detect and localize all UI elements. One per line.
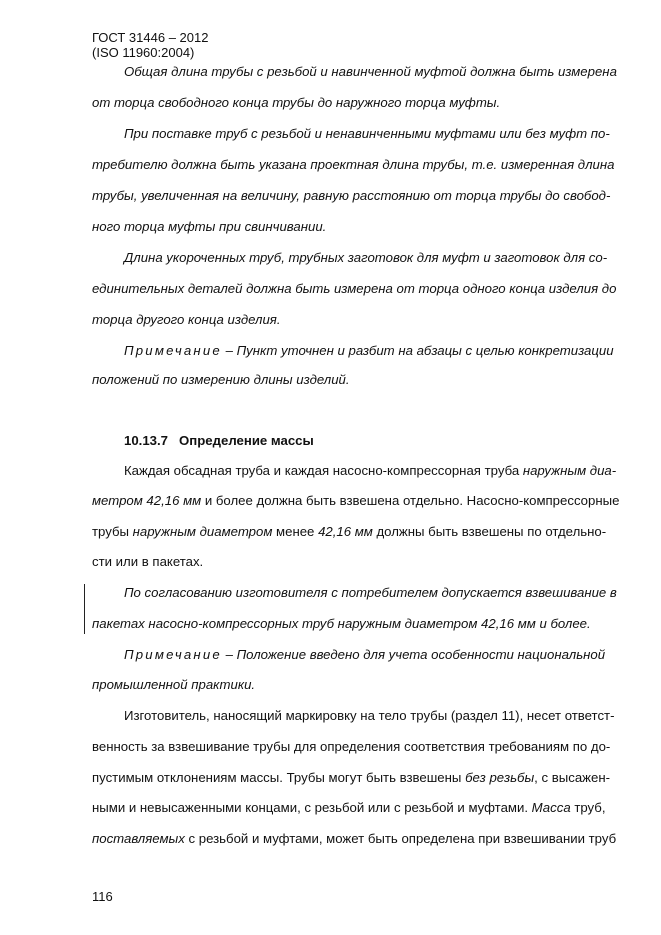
p6-text: труб, — [570, 800, 606, 815]
p4-text: трубы — [92, 524, 133, 539]
p4-text: Каждая обсадная труба и каждая насосно-компрессорная труба — [124, 463, 523, 478]
p6-line1: Изготовитель, наносящий маркировку на тело трубы (раздел 11), несет ответст- — [124, 708, 615, 723]
p2-line3: трубы, увеличенная на величину, равную расстоянию от торца трубы до свобод- — [92, 188, 611, 203]
note1-line2: положений по измерению длины изделий. — [92, 372, 350, 387]
p4-italic: метром 42,16 мм — [92, 493, 202, 508]
p6-text: с резьбой и муфтами, может быть определена при взвешивании труб — [184, 831, 617, 846]
p4-line3 — [92, 524, 606, 540]
header-iso: (ISO 11960:2004) — [92, 45, 195, 60]
p4-italic: наружным диа- — [522, 463, 617, 478]
p3-line2: единительных деталей должна быть измерена от торца одного конца изделия до — [92, 281, 617, 296]
p6-italic: поставляемых — [92, 831, 185, 846]
note1-line1 — [124, 343, 614, 359]
p4-text: должны быть взвешены по отдельно- — [372, 524, 607, 539]
p3-line1: Длина укороченных труб, трубных заготовок для муфт и заготовок для со- — [124, 250, 608, 265]
note2-line1 — [124, 647, 605, 663]
p5-line1: По согласованию изготовителя с потребителем допускается взвешивание в — [124, 585, 617, 600]
page-number: 116 — [92, 889, 113, 904]
p1-line1: Общая длина трубы с резьбой и навинченной муфтой должна быть измерена — [124, 64, 617, 79]
p2-line1: При поставке труб с резьбой и ненавинченными муфтами или без муфт по- — [124, 126, 610, 141]
note1-text: – Пункт уточнен и разбит на абзацы с целью конкретизации — [221, 343, 614, 358]
p6-line3 — [92, 770, 610, 786]
note2-label: Примечание — [124, 647, 222, 662]
p1-line2: от торца свободного конца трубы до наружного торца муфты. — [92, 95, 501, 110]
note1-label: Примечание — [124, 343, 222, 358]
p6-line4 — [92, 800, 606, 816]
p4-line4: сти или в пакетах. — [92, 554, 204, 569]
note2-text: – Положение введено для учета особенности национальной — [221, 647, 606, 662]
p6-line2: венность за взвешивание трубы для определения соответствия требованиям по до- — [92, 739, 611, 754]
p4-line1 — [124, 463, 616, 479]
section-heading — [124, 433, 314, 449]
p4-text: менее — [272, 524, 319, 539]
p4-line2 — [92, 493, 619, 509]
p4-italic: 42,16 мм — [318, 524, 373, 539]
header-standard: ГОСТ 31446 – 2012 — [92, 30, 209, 45]
p2-line2: требителю должна быть указана проектная длина трубы, т.е. измеренная длина — [92, 157, 615, 172]
p4-text: и более должна быть взвешена отдельно. Насосно-компрессорные — [201, 493, 620, 508]
p6-text: , с высажен- — [534, 770, 610, 785]
section-title: Определение массы — [179, 433, 314, 448]
p4-italic: наружным диаметром — [132, 524, 273, 539]
p3-line3: торца другого конца изделия. — [92, 312, 281, 327]
p6-line5 — [92, 831, 616, 847]
p6-italic: без резьбы — [465, 770, 535, 785]
p6-text: ными и невысаженными концами, с резьбой или с резьбой и муфтами. — [92, 800, 532, 815]
p6-text: пустимым отклонениям массы. Трубы могут быть взвешены — [92, 770, 466, 785]
change-bar — [84, 584, 85, 634]
p2-line4: ного торца муфты при свинчивании. — [92, 219, 327, 234]
note2-line2: промышленной практики. — [92, 677, 256, 692]
p5-line2: пакетах насосно-компрессорных труб наружным диаметром 42,16 мм и более. — [92, 616, 591, 631]
p6-italic: Масса — [531, 800, 571, 815]
section-number: 10.13.7 — [124, 433, 168, 448]
